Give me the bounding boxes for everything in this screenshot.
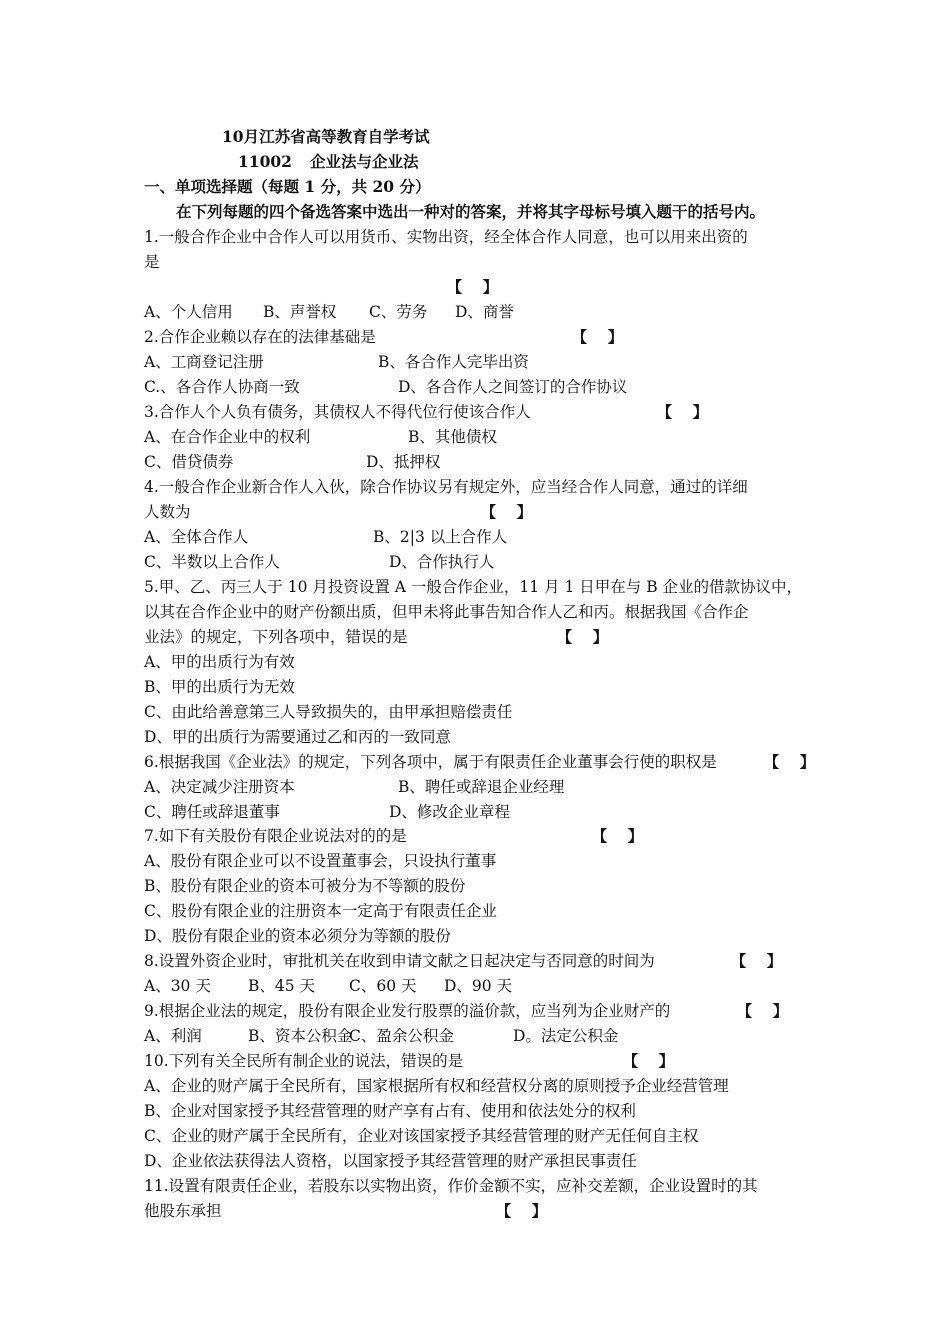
q8-option-a: A、30 天 <box>144 977 211 995</box>
q3-option-a: A、在合作企业中的权利 <box>144 428 311 446</box>
q3-option-c: C、借贷债券 <box>144 453 234 471</box>
q2-option-c: C.、各合作人协商一致 <box>144 378 300 396</box>
q11-answer-bracket: 【 】 <box>496 1202 547 1220</box>
q4-option-c: C、半数以上合作人 <box>144 553 280 571</box>
q5-stem-line2: 以其在合作企业中的财产份额出质，但甲未将此事告知合作人乙和丙。根据我国《合作企 <box>144 603 749 621</box>
q7-answer-bracket: 【 】 <box>592 827 643 845</box>
q1-stem-line1: 1.一般合作企业中合作人可以用货币、实物出资，经全体合作人同意，也可以用来出资的 <box>144 228 748 246</box>
q6-option-c: C、聘任或辞退董事 <box>144 803 280 821</box>
q8-stem: 8.设置外资企业时，审批机关在收到申请文献之日起决定与否同意的时间为 <box>144 952 655 970</box>
q3-option-d: D、抵押权 <box>366 453 441 471</box>
q5-option-d: D、甲的出质行为需要通过乙和丙的一致同意 <box>144 728 451 746</box>
q8-option-d: D、90 天 <box>444 977 513 995</box>
q8-answer-bracket: 【 】 <box>731 952 782 970</box>
q10-option-b: B、企业对国家授予其经营管理的财产享有占有、使用和依法处分的权利 <box>144 1102 636 1120</box>
q1-stem-line2: 是 <box>144 253 160 271</box>
section-instruction: 在下列每题的四个备选答案中选出一种对的答案，并将其字母标号填入题干的括号内。 <box>176 202 766 221</box>
q7-option-c: C、股份有限企业的注册资本一定高于有限责任企业 <box>144 902 497 920</box>
exam-title: 10月江苏省高等教育自学考试 <box>222 127 430 146</box>
q9-option-d: D。法定公积金 <box>513 1027 619 1045</box>
q6-option-a: A、决定减少注册资本 <box>144 778 295 796</box>
q3-option-b: B、其他债权 <box>408 428 497 446</box>
q9-option-a: A、利润 <box>144 1027 202 1045</box>
section-title: 一、单项选择题（每题 1 分，共 20 分） <box>144 177 431 196</box>
q9-option-c: C、盈余公积金 <box>349 1027 454 1045</box>
q7-option-a: A、股份有限企业可以不设置董事会，只设执行董事 <box>144 852 497 870</box>
q6-option-d: D、修改企业章程 <box>389 803 510 821</box>
q3-answer-bracket: 【 】 <box>657 403 708 421</box>
q6-stem: 6.根据我国《企业法》的规定，下列各项中，属于有限责任企业董事会行使的职权是 <box>144 753 717 771</box>
q9-stem: 9.根据企业法的规定，股份有限企业发行股票的溢价款，应当列为企业财产的 <box>144 1002 671 1020</box>
q5-stem-line1: 5.甲、乙、丙三人于 10 月投资设置 A 一般合作企业，11 月 1 日甲在与 B 企业的借款协议中， <box>144 578 803 596</box>
q9-answer-bracket: 【 】 <box>737 1002 788 1020</box>
q2-stem: 2.合作企业赖以存在的法律基础是 <box>144 328 376 346</box>
q6-answer-bracket: 【 】 <box>764 753 815 771</box>
course-code: 11002 <box>238 152 292 171</box>
q11-stem-line2: 他股东承担 <box>144 1202 222 1220</box>
q4-option-d: D、合作执行人 <box>389 553 495 571</box>
q1-answer-bracket: 【 】 <box>447 278 498 296</box>
q7-stem: 7.如下有关股份有限企业说法对的的是 <box>144 827 407 845</box>
q3-stem: 3.合作人个人负有债务，其债权人不得代位行使该合作人 <box>144 403 531 421</box>
q2-option-b: B、各合作人完毕出资 <box>378 353 529 371</box>
q2-answer-bracket: 【 】 <box>572 328 623 346</box>
q7-option-d: D、股份有限企业的资本必须分为等额的股份 <box>144 927 451 945</box>
q5-answer-bracket: 【 】 <box>557 628 608 646</box>
q1-option-d: D、商誉 <box>455 303 514 321</box>
q1-option-c: C、劳务 <box>369 303 428 321</box>
q7-option-b: B、股份有限企业的资本可被分为不等额的股份 <box>144 877 466 895</box>
q11-stem-line1: 11.设置有限责任企业，若股东以实物出资，作价金额不实，应补交差额，企业设置时的其 <box>144 1177 758 1195</box>
q10-option-d: D、企业依法获得法人资格，以国家授予其经营管理的财产承担民事责任 <box>144 1152 637 1170</box>
q4-option-a: A、全体合作人 <box>144 528 249 546</box>
q5-option-a: A、甲的出质行为有效 <box>144 653 295 671</box>
q4-option-b: B、2|3 以上合作人 <box>373 528 508 546</box>
q10-answer-bracket: 【 】 <box>623 1052 674 1070</box>
q10-stem: 10.下列有关全民所有制企业的说法，错误的是 <box>144 1052 464 1070</box>
course-name: 企业法与企业法 <box>310 152 419 171</box>
q4-stem-line2: 人数为 <box>144 503 191 521</box>
q9-option-b: B、资本公积金 <box>248 1027 353 1045</box>
q10-option-a: A、企业的财产属于全民所有，国家根据所有权和经营权分离的原则授予企业经营管理 <box>144 1077 729 1095</box>
q4-answer-bracket: 【 】 <box>481 503 532 521</box>
q1-option-a: A、个人信用 <box>144 303 233 321</box>
q5-option-b: B、甲的出质行为无效 <box>144 678 295 696</box>
q1-option-b: B、声誉权 <box>263 303 337 321</box>
q2-option-a: A、工商登记注册 <box>144 353 264 371</box>
q10-option-c: C、企业的财产属于全民所有，企业对该国家授予其经营管理的财产无任何自主权 <box>144 1127 699 1145</box>
q8-option-b: B、45 天 <box>248 977 316 995</box>
q5-stem-line3: 业法》的规定，下列各项中，错误的是 <box>144 628 408 646</box>
q5-option-c: C、由此给善意第三人导致损失的，由甲承担赔偿责任 <box>144 703 513 721</box>
q4-stem-line1: 4.一般合作企业新合作人入伙，除合作协议另有规定外，应当经合作人同意，通过的详细 <box>144 478 748 496</box>
q2-option-d: D、各合作人之间签订的合作协议 <box>398 378 628 396</box>
q6-option-b: B、聘任或辞退企业经理 <box>398 778 565 796</box>
q8-option-c: C、60 天 <box>349 977 417 995</box>
